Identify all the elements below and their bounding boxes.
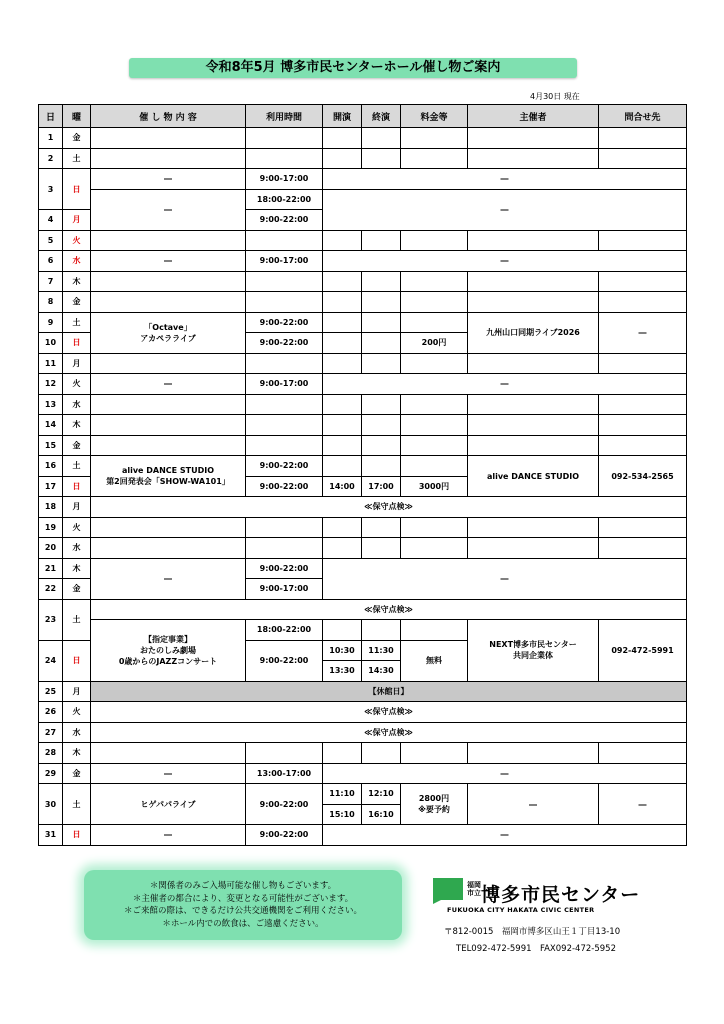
weekday-cell: 月: [63, 681, 91, 702]
weekday-cell: 金: [63, 292, 91, 313]
time-cell: 9:00-17:00: [246, 374, 323, 395]
day-cell: 17: [39, 476, 63, 497]
fee-cell: 無料: [401, 640, 468, 681]
weekday-cell: 土: [63, 784, 91, 825]
weekday-cell: 土: [63, 312, 91, 333]
event-line: おたのしみ劇場: [140, 645, 196, 655]
table-row: [39, 722, 687, 743]
weekday-cell: 日: [63, 825, 91, 846]
header-time: 利用時間: [246, 105, 323, 128]
close-cell: 16:10: [362, 804, 401, 825]
rest-cell: ―: [323, 189, 687, 230]
weekday-cell: 月: [63, 210, 91, 231]
table-row: [39, 128, 687, 149]
event-line: 第2回発表会「SHOW-WA101」: [106, 477, 230, 486]
event-cell: ―: [91, 251, 246, 272]
table-row: [39, 230, 687, 251]
day-cell: 7: [39, 271, 63, 292]
day-cell: 16: [39, 456, 63, 477]
time-cell: 9:00-22:00: [246, 784, 323, 825]
page-title: 令和8年5月 博多市民センターホール催し物ご案内: [129, 58, 577, 78]
weekday-cell: 水: [63, 538, 91, 559]
event-cell: [91, 620, 246, 682]
rest-cell: ―: [323, 763, 687, 784]
event-cell: ―: [91, 169, 246, 190]
table-row: [39, 517, 687, 538]
fee-line: ※要予約: [418, 805, 450, 814]
day-cell: 21: [39, 558, 63, 579]
address: 〒812-0015 福岡市博多区山王１丁目13-10: [444, 927, 621, 937]
contact-cell: 092-534-2565: [599, 456, 687, 497]
day-cell: 13: [39, 394, 63, 415]
day-cell: 31: [39, 825, 63, 846]
table-row: [39, 620, 687, 641]
table-row: [39, 374, 687, 395]
contact-cell: 092-472-5991: [599, 620, 687, 682]
day-cell: 18: [39, 497, 63, 518]
organizer-cell: 九州山口同期ライブ2026: [468, 312, 599, 353]
organizer-cell: [468, 620, 599, 682]
day-cell: 12: [39, 374, 63, 395]
table-row: [39, 251, 687, 272]
open-cell: 11:10: [323, 784, 362, 805]
time-cell: 9:00-17:00: [246, 251, 323, 272]
table-row: [39, 538, 687, 559]
event-line: 0歳からのJAZZコンサート: [118, 656, 218, 666]
fee-cell: 200円: [401, 333, 468, 354]
maintenance-note: ≪保守点検≫: [91, 702, 687, 723]
phone-fax: TEL092-472-5991 FAX092-472-5952: [456, 944, 616, 954]
organizer-cell: alive DANCE STUDIO: [468, 456, 599, 497]
table-row: [39, 312, 687, 333]
as-of-date: 4月30日 現在: [530, 92, 580, 101]
weekday-cell: 水: [63, 394, 91, 415]
maintenance-note: ≪保守点検≫: [91, 599, 687, 620]
weekday-cell: 木: [63, 415, 91, 436]
event-cell: ―: [91, 189, 246, 230]
time-cell: 9:00-22:00: [246, 456, 323, 477]
table-row: [39, 271, 687, 292]
time-cell: 9:00-22:00: [246, 210, 323, 231]
day-cell: 5: [39, 230, 63, 251]
table-row: [39, 169, 687, 190]
header-contact: 問合せ先: [599, 105, 687, 128]
time-cell: 13:00-17:00: [246, 763, 323, 784]
header-fee: 料金等: [401, 105, 468, 128]
day-cell: 11: [39, 353, 63, 374]
weekday-cell: 金: [63, 128, 91, 149]
rest-cell: ―: [323, 558, 687, 599]
maintenance-note: ≪保守点検≫: [91, 722, 687, 743]
close-cell: 12:10: [362, 784, 401, 805]
weekday-cell: 月: [63, 353, 91, 374]
time-cell: 9:00-17:00: [246, 579, 323, 600]
weekday-cell: 火: [63, 517, 91, 538]
day-cell: 10: [39, 333, 63, 354]
event-cell: ―: [91, 374, 246, 395]
logo-mark-icon: [433, 878, 463, 904]
open-cell: 15:10: [323, 804, 362, 825]
weekday-cell: 水: [63, 722, 91, 743]
event-cell: [91, 456, 246, 497]
table-row: [39, 415, 687, 436]
weekday-cell: 木: [63, 743, 91, 764]
close-cell: 14:30: [362, 661, 401, 682]
event-cell: ―: [91, 558, 246, 599]
weekday-cell: 水: [63, 251, 91, 272]
organizer-cell: ―: [468, 784, 599, 825]
header-organizer: 主催者: [468, 105, 599, 128]
day-cell: 4: [39, 210, 63, 231]
notice-line: ＊関係者のみご入場可能な催し物もございます。: [149, 881, 337, 891]
weekday-cell: 土: [63, 456, 91, 477]
event-line: alive DANCE STUDIO: [121, 466, 215, 475]
table-row: [39, 456, 687, 477]
table-header: [39, 105, 687, 128]
day-cell: 23: [39, 599, 63, 640]
rest-cell: ―: [323, 169, 687, 190]
day-cell: 8: [39, 292, 63, 313]
weekday-cell: 金: [63, 763, 91, 784]
time-cell: 18:00-22:00: [246, 620, 323, 641]
day-cell: 22: [39, 579, 63, 600]
fee-cell: 3000円: [401, 476, 468, 497]
day-cell: 25: [39, 681, 63, 702]
close-cell: 17:00: [362, 476, 401, 497]
table-row: [39, 148, 687, 169]
table-row: [39, 558, 687, 579]
weekday-cell: 日: [63, 169, 91, 210]
event-line: 「Octave」: [144, 322, 192, 332]
day-cell: 30: [39, 784, 63, 825]
weekday-cell: 金: [63, 579, 91, 600]
weekday-cell: 金: [63, 435, 91, 456]
day-cell: 27: [39, 722, 63, 743]
table-row: [39, 189, 687, 210]
open-cell: 14:00: [323, 476, 362, 497]
day-cell: 24: [39, 640, 63, 681]
rest-cell: ―: [323, 251, 687, 272]
weekday-cell: 日: [63, 333, 91, 354]
logo-name: 博多市民センター: [481, 884, 641, 906]
table-row: [39, 825, 687, 846]
weekday-cell: 火: [63, 230, 91, 251]
center-logo: [433, 878, 683, 918]
organizer-line: NEXT博多市民センター: [489, 640, 577, 650]
weekday-cell: 土: [63, 148, 91, 169]
day-cell: 1: [39, 128, 63, 149]
table-row: [39, 353, 687, 374]
event-line: 【指定事業】: [144, 634, 192, 644]
event-cell: ―: [91, 825, 246, 846]
notice-line: ＊ご来館の際は、できるだけ公共交通機関をご利用ください。: [123, 906, 362, 916]
day-cell: 6: [39, 251, 63, 272]
day-cell: 15: [39, 435, 63, 456]
rest-cell: ―: [323, 374, 687, 395]
header-close: 終演: [362, 105, 401, 128]
time-cell: 9:00-22:00: [246, 825, 323, 846]
table-row: [39, 743, 687, 764]
open-cell: 13:30: [323, 661, 362, 682]
table-row: [39, 599, 687, 620]
table-row: [39, 784, 687, 805]
weekday-cell: 木: [63, 558, 91, 579]
time-cell: 18:00-22:00: [246, 189, 323, 210]
event-cell: [91, 312, 246, 353]
notice-box: [84, 870, 402, 940]
close-cell: 11:30: [362, 640, 401, 661]
weekday-cell: 土: [63, 599, 91, 640]
day-cell: 14: [39, 415, 63, 436]
weekday-cell: 日: [63, 640, 91, 681]
rest-cell: ―: [323, 825, 687, 846]
closed-day-note: 【休館日】: [91, 681, 687, 702]
table-row: [39, 292, 687, 313]
day-cell: 2: [39, 148, 63, 169]
header-day: 日: [39, 105, 63, 128]
time-cell: 9:00-17:00: [246, 169, 323, 190]
time-cell: 9:00-22:00: [246, 476, 323, 497]
table-row: [39, 763, 687, 784]
contact-cell: ―: [599, 312, 687, 353]
event-cell: ヒゲパパライブ: [91, 784, 246, 825]
header-open: 開演: [323, 105, 362, 128]
event-cell: ―: [91, 763, 246, 784]
table-row: [39, 435, 687, 456]
weekday-cell: 月: [63, 497, 91, 518]
time-cell: 9:00-22:00: [246, 312, 323, 333]
logo-prefix: 福岡 市立: [467, 881, 481, 897]
day-cell: 26: [39, 702, 63, 723]
event-line: アカペラライブ: [140, 333, 196, 343]
open-cell: 10:30: [323, 640, 362, 661]
table-row: [39, 497, 687, 518]
day-cell: 28: [39, 743, 63, 764]
table-row: [39, 681, 687, 702]
day-cell: 29: [39, 763, 63, 784]
time-cell: 9:00-22:00: [246, 640, 323, 681]
time-cell: 9:00-22:00: [246, 333, 323, 354]
table-row: [39, 394, 687, 415]
day-cell: 9: [39, 312, 63, 333]
notice-line: ＊主催者の都合により、変更となる可能性がございます。: [132, 893, 354, 904]
header-weekday: 曜: [63, 105, 91, 128]
weekday-cell: 火: [63, 374, 91, 395]
fee-cell: [401, 784, 468, 825]
maintenance-note: ≪保守点検≫: [91, 497, 687, 518]
day-cell: 3: [39, 169, 63, 210]
day-cell: 20: [39, 538, 63, 559]
table-row: [39, 702, 687, 723]
weekday-cell: 火: [63, 702, 91, 723]
day-cell: 19: [39, 517, 63, 538]
header-event: 催 し 物 内 容: [91, 105, 246, 128]
weekday-cell: 日: [63, 476, 91, 497]
notice-line: ＊ホール内での飲食は、ご遠慮ください。: [162, 918, 324, 929]
fee-line: 2800円: [418, 794, 450, 803]
weekday-cell: 木: [63, 271, 91, 292]
time-cell: 9:00-22:00: [246, 558, 323, 579]
schedule-table: [38, 104, 687, 846]
organizer-line: 共同企業体: [513, 651, 553, 661]
contact-cell: ―: [599, 784, 687, 825]
logo-english: FUKUOKA CITY HAKATA CIVIC CENTER: [447, 906, 595, 914]
